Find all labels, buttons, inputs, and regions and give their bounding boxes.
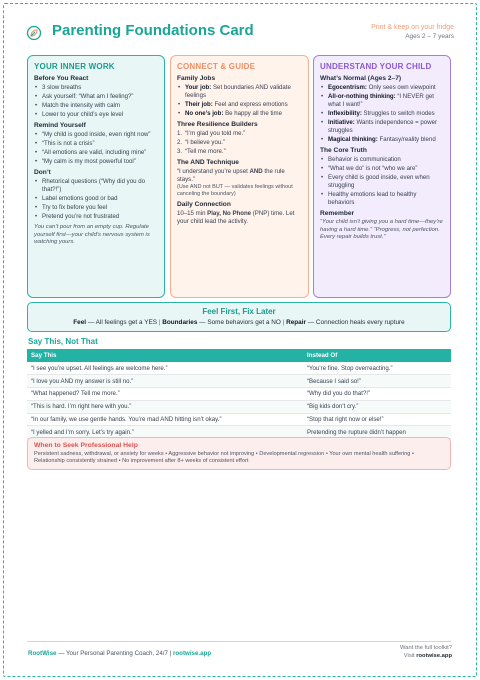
footer-divider xyxy=(27,641,451,642)
list-item: • Your job: Set boundaries AND validate feelings xyxy=(177,84,302,100)
and-technique-note: (Use AND not BUT — validates feelings without canceling the boundary) xyxy=(177,184,293,197)
card-header xyxy=(24,22,454,54)
list-item: • “This is not a crisis” xyxy=(34,140,158,148)
table-row: “I yelled and I’m sorry. Let’s try again.” Pretending the rupture didn’t happen xyxy=(27,426,451,439)
list-item: • Inflexibility: Struggles to switch modes xyxy=(320,110,444,118)
banner-principles: Feel — All feelings get a YES | Boundaries — Some behaviors get a NO | Repair — Connection heals every rupture xyxy=(73,319,405,326)
list-item: • Rhetorical questions (“Why did you do that?!”) xyxy=(34,178,158,194)
list-item: • Try to fix before you feel xyxy=(34,204,158,212)
table-row: “In our family, we use gentle hands. You’re mad AND hitting isn’t okay.” “Stop that right now or else!” xyxy=(27,413,451,426)
list-item: • Healthy emotions lead to healthy behaviors xyxy=(320,191,444,207)
table-row: “I love you AND my answer is still no.” “Because I said so!” xyxy=(27,375,451,388)
resilience-builders-list xyxy=(177,130,302,156)
list-item: 1. “I’m glad you told me.” xyxy=(177,130,246,137)
professional-help-box xyxy=(27,437,451,470)
list-item: • Egocentrism: Only sees own viewpoint xyxy=(320,84,444,92)
section-title: Before You React xyxy=(34,75,89,82)
list-item: • Behavior is communication xyxy=(320,156,444,164)
list-item: • Magical thinking: Fantasy/reality blend xyxy=(320,136,444,144)
family-jobs-list xyxy=(177,84,302,118)
print-note: Print & keep on your fridge xyxy=(371,24,454,31)
empty-cup-note: You can’t pour from an empty cup. Regulate yourself first—your child’s nervous system is watching yours. xyxy=(34,224,150,246)
section-title: The AND Technique xyxy=(177,159,239,166)
inner-work-panel xyxy=(27,55,165,298)
list-item: 2. “I believe you.” xyxy=(177,139,225,146)
list-item: • All-or-nothing thinking: “I NEVER get what I want!” xyxy=(320,93,444,109)
section-title: Family Jobs xyxy=(177,75,216,82)
footer-cta-link[interactable]: rootwise.app xyxy=(416,653,452,659)
dont-list xyxy=(34,178,158,221)
list-item: • Their job: Feel and express emotions xyxy=(177,101,302,109)
say-this-title: Say This, Not That xyxy=(28,337,98,346)
list-item: • “All emotions are valid, including mine” xyxy=(34,149,158,157)
list-item: 3. “Tell me more.” xyxy=(177,148,226,155)
footer-brand: RootWise — Your Personal Parenting Coach, 24/7 | rootwise.app xyxy=(28,650,212,657)
table-row: “What happened? Tell me more.” “Why did you do that?!” xyxy=(27,388,451,401)
list-item: • “My calm is my most powerful tool” xyxy=(34,158,158,166)
whats-normal-list xyxy=(320,84,444,144)
list-item: • Initiative: Wants independence = power struggles xyxy=(320,119,444,135)
feel-first-banner xyxy=(27,302,451,332)
footer-link[interactable]: rootwise.app xyxy=(172,650,212,657)
list-item: • Ask yourself: “What am I feeling?” xyxy=(34,93,158,101)
remind-yourself-list xyxy=(34,131,158,166)
table-row: “This is hard. I’m right here with you.” “Big kids don’t cry.” xyxy=(27,400,451,413)
page-title: Parenting Foundations Card xyxy=(52,22,254,39)
section-title: Remember xyxy=(320,210,355,217)
list-item: • Lower to your child’s eye level xyxy=(34,111,158,119)
table-header-row xyxy=(27,349,451,362)
core-truth-list xyxy=(320,156,444,207)
section-title: What’s Normal (Ages 2–7) xyxy=(320,75,402,82)
panel-heading: YOUR INNER WORK xyxy=(34,62,115,71)
section-title: Three Resilience Builders xyxy=(177,121,258,128)
say-this-table xyxy=(27,349,451,439)
column-header: Instead Of xyxy=(303,349,451,362)
before-react-list xyxy=(34,84,158,119)
remember-note: “Your child isn’t giving you a hard time—they’re having a hard time.” “Progress, not perfection. Every repair builds trust.” xyxy=(320,219,443,241)
help-title: When to Seek Professional Help xyxy=(34,442,138,449)
table-row: “I see you’re upset. All feelings are welcome here.” “You’re fine. Stop overreacting.” xyxy=(27,362,451,375)
list-item: • “My child is good inside, even right now” xyxy=(34,131,158,139)
daily-connection-text: 10–15 min Play, No Phone (PNP) time. Let your child lead the activity. xyxy=(177,210,295,225)
list-item: • Match the intensity with calm xyxy=(34,102,158,110)
help-text: Persistent sadness, withdrawal, or anxiety for weeks • Aggressive behavior not improving • Developmental regression • Your own mental health suffering • Relationship consistently strained • No improvement after 8+ weeks of consistent effort xyxy=(34,451,414,465)
column-header: Say This xyxy=(27,349,303,362)
connect-guide-panel xyxy=(170,55,309,298)
panel-heading: UNDERSTAND YOUR CHILD xyxy=(320,62,432,71)
list-item: • “What we do” is not “who we are” xyxy=(320,165,444,173)
panel-heading: CONNECT & GUIDE xyxy=(177,62,256,71)
banner-title: Feel First, Fix Later xyxy=(202,307,276,316)
understand-child-panel xyxy=(313,55,451,298)
section-title: The Core Truth xyxy=(320,147,367,154)
list-item: • Label emotions good or bad xyxy=(34,195,158,203)
leaf-logo-icon xyxy=(26,25,42,41)
list-item: • 3 slow breaths xyxy=(34,84,158,92)
list-item: • Every child is good inside, even when struggling xyxy=(320,174,444,190)
and-technique-text: “I understand you’re upset AND the rule stays.” xyxy=(177,168,285,183)
list-item: • Pretend you’re not frustrated xyxy=(34,213,158,221)
age-range: Ages 2 – 7 years xyxy=(405,33,454,40)
header-meta xyxy=(371,24,454,40)
section-title: Daily Connection xyxy=(177,201,231,208)
section-title: Don’t xyxy=(34,169,51,176)
list-item: • No one’s job: Be happy all the time xyxy=(177,110,302,118)
footer-cta: Want the full toolkit? Visit rootwise.app xyxy=(400,645,452,659)
section-title: Remind Yourself xyxy=(34,122,86,129)
